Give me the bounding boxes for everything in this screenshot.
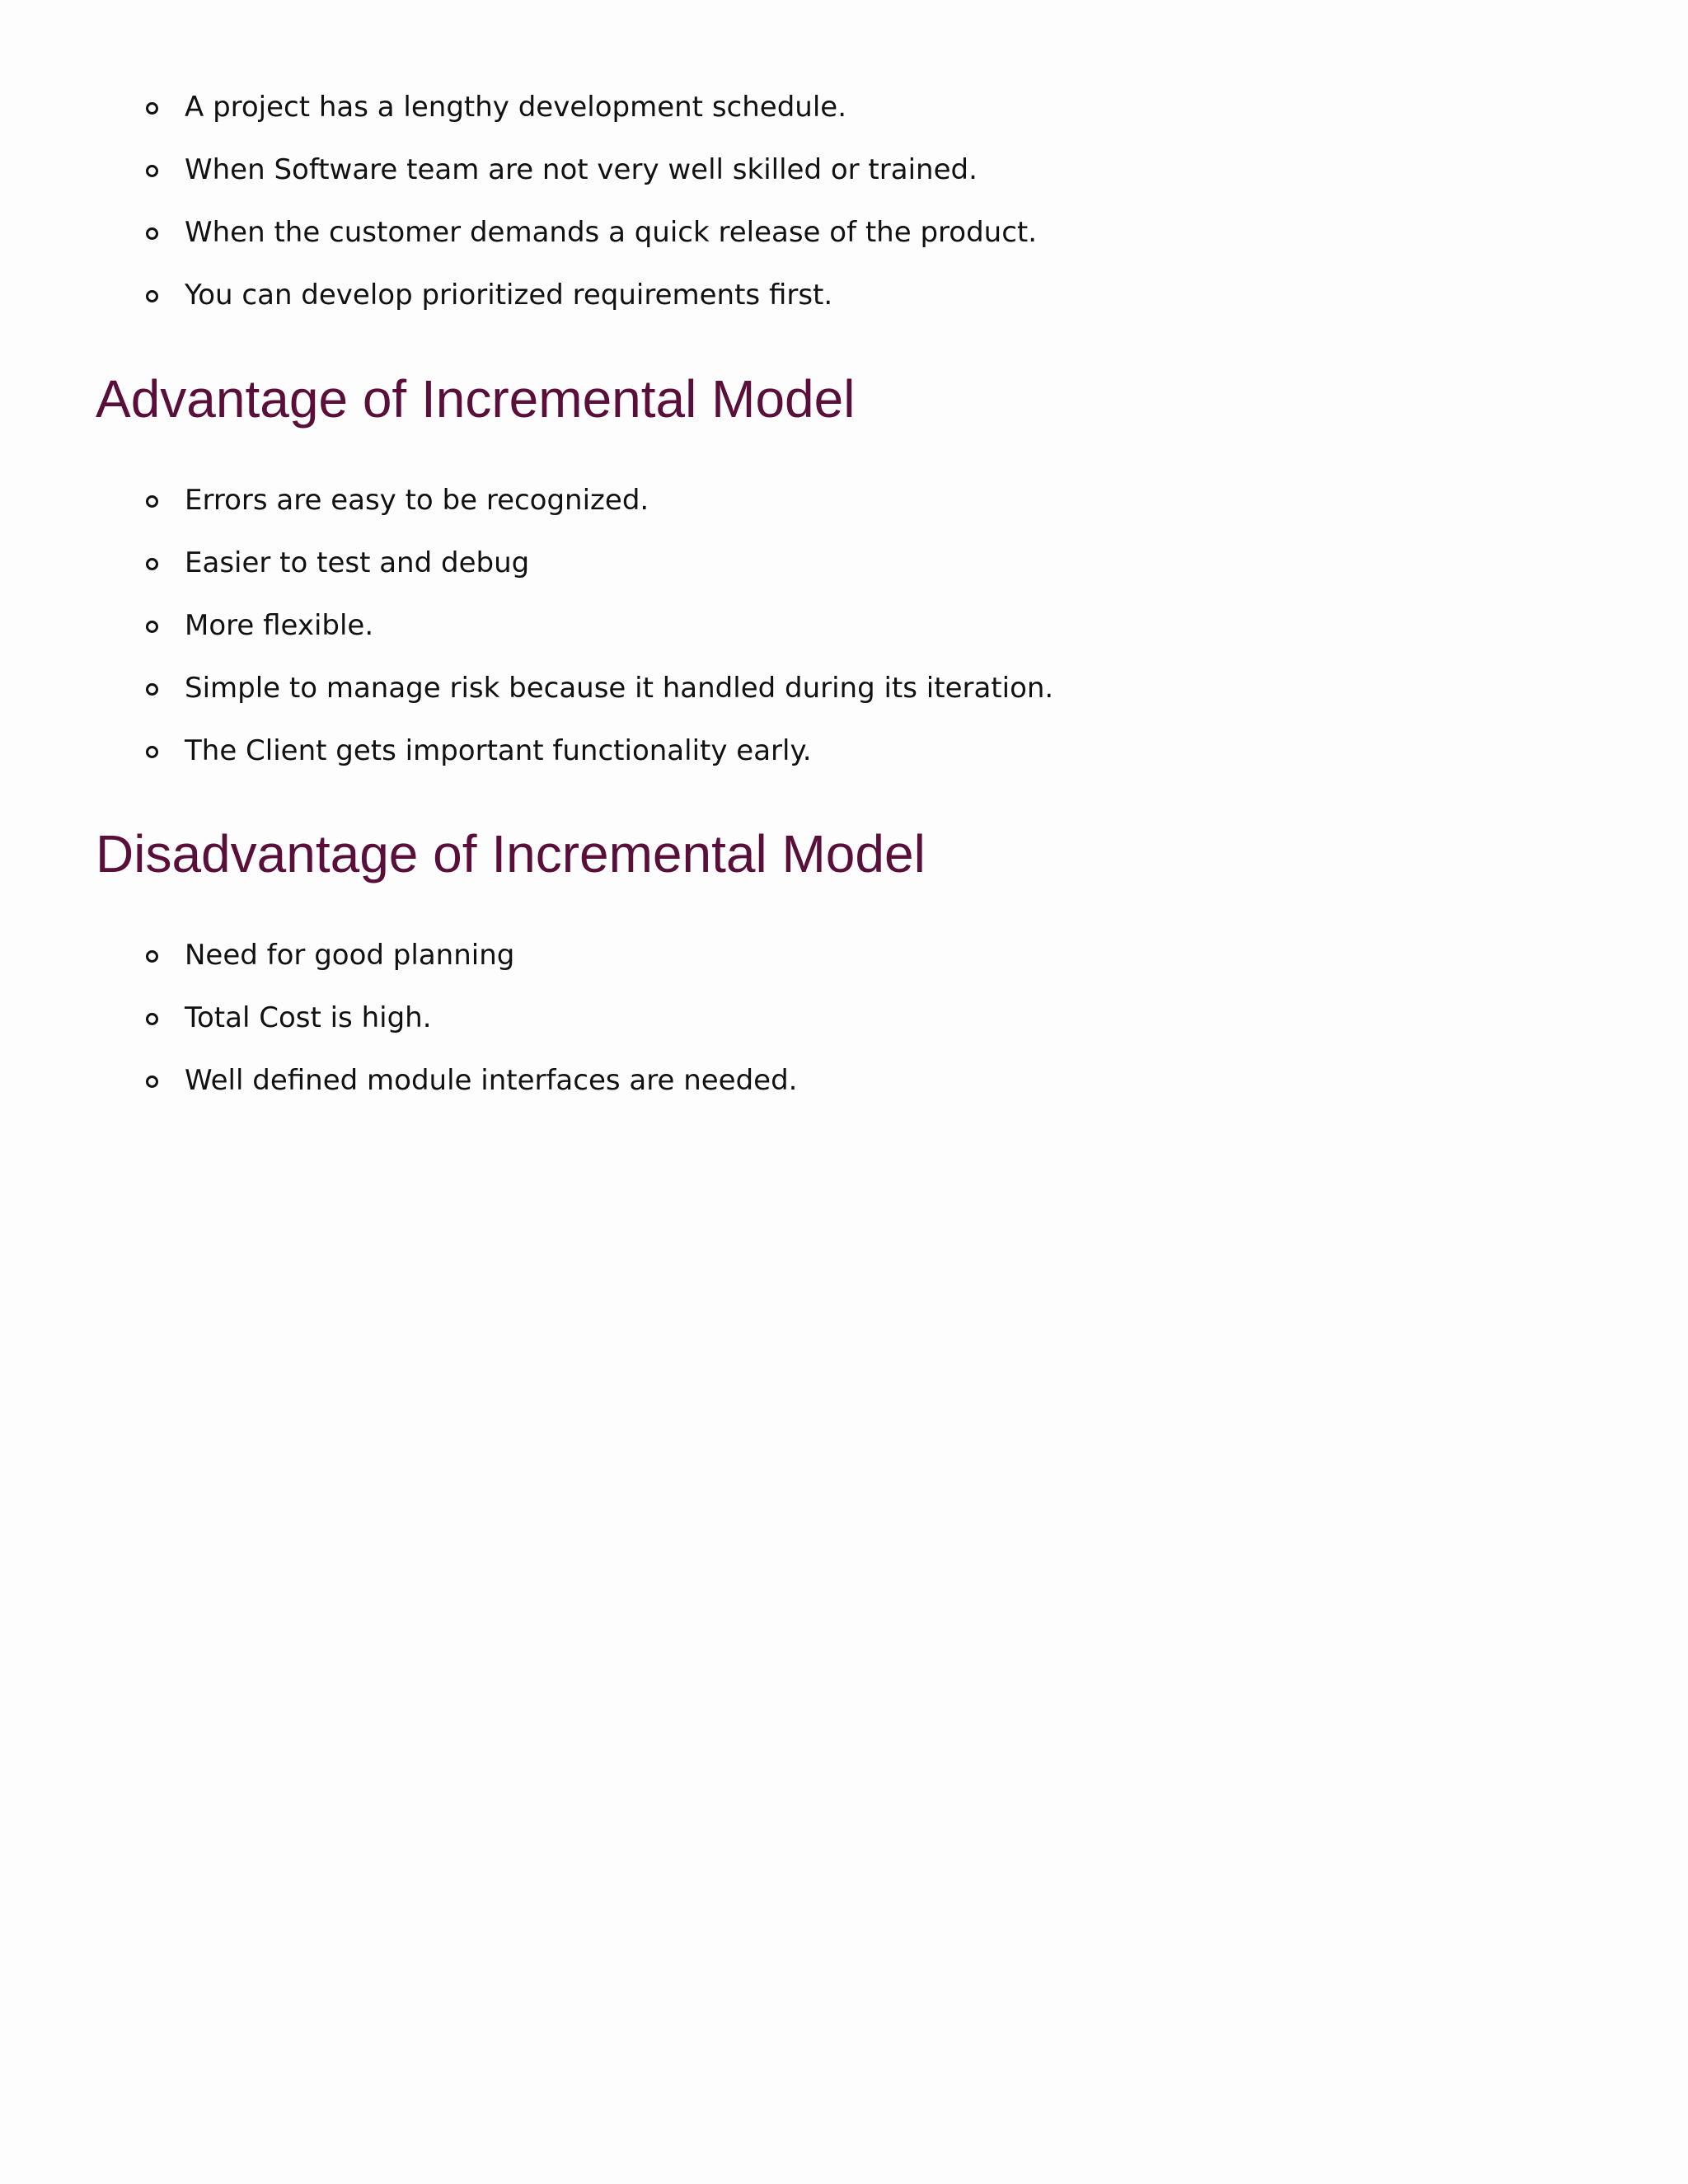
list-item-text: Total Cost is high. <box>185 1001 432 1034</box>
advantages-heading: Advantage of Incremental Model <box>96 369 856 429</box>
list-item <box>0 76 1688 138</box>
circle-bullet-icon <box>146 495 158 508</box>
list-item-text: The Client gets important functionality early. <box>185 734 812 767</box>
circle-bullet-icon <box>146 621 158 633</box>
list-item-text: You can develop prioritized requirements first. <box>185 279 833 312</box>
circle-bullet-icon <box>146 683 158 696</box>
list-item <box>0 201 1688 264</box>
list-item <box>0 1049 1688 1112</box>
list-item-text: More flexible. <box>185 609 374 642</box>
list-item-text: Errors are easy to be recognized. <box>185 484 649 517</box>
list-item <box>0 924 1688 987</box>
list-item <box>0 719 1688 782</box>
circle-bullet-icon <box>146 1013 158 1025</box>
list-item-text: Well defined module interfaces are needed. <box>185 1064 798 1097</box>
list-item <box>0 594 1688 657</box>
disadvantages-heading: Disadvantage of Incremental Model <box>96 824 926 883</box>
list-item-text: When the customer demands a quick release of the product. <box>185 216 1038 249</box>
circle-bullet-icon <box>146 290 158 302</box>
intro-list <box>0 76 1688 326</box>
disadvantages-list <box>0 924 1688 1112</box>
circle-bullet-icon <box>146 558 158 570</box>
advantages-list <box>0 469 1688 782</box>
circle-bullet-icon <box>146 102 158 115</box>
list-item-text: A project has a lengthy development schedule. <box>185 91 847 124</box>
list-item <box>0 987 1688 1049</box>
circle-bullet-icon <box>146 165 158 177</box>
list-item <box>0 532 1688 594</box>
circle-bullet-icon <box>146 950 158 963</box>
list-item-text: Need for good planning <box>185 939 515 972</box>
list-item <box>0 264 1688 326</box>
list-item-text: Easier to test and debug <box>185 546 530 579</box>
list-item-text: Simple to manage risk because it handled during its iteration. <box>185 672 1054 705</box>
list-item <box>0 469 1688 532</box>
list-item-text: When Software team are not very well skilled or trained. <box>185 153 978 186</box>
list-item <box>0 138 1688 201</box>
list-item <box>0 657 1688 719</box>
circle-bullet-icon <box>146 227 158 240</box>
circle-bullet-icon <box>146 746 158 758</box>
circle-bullet-icon <box>146 1076 158 1088</box>
